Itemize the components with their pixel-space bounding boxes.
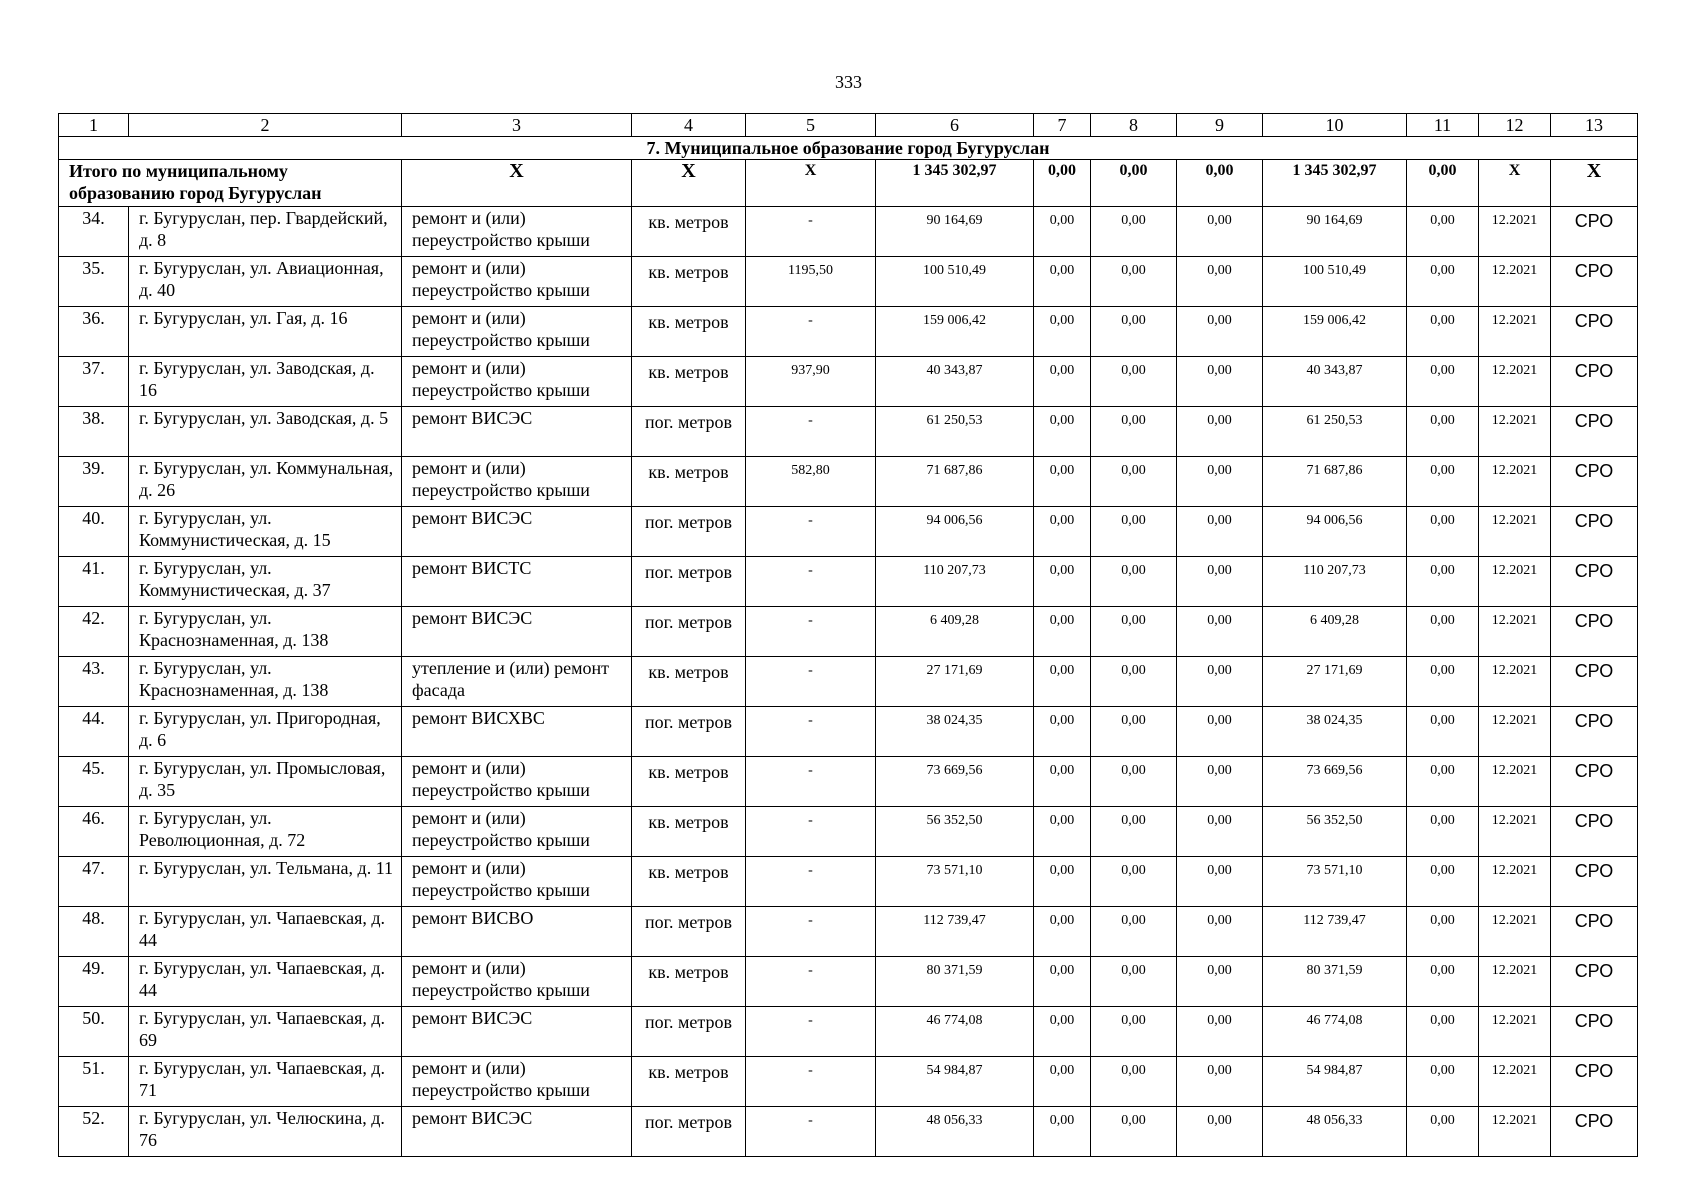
work-type-cell: ремонт ВИСТС xyxy=(402,557,632,607)
amount-cell: 0,00 xyxy=(1407,1107,1479,1157)
amount-cell: 0,00 xyxy=(1177,357,1263,407)
row-number: 42. xyxy=(59,607,129,657)
amount-cell: 0,00 xyxy=(1177,307,1263,357)
column-number: 9 xyxy=(1177,114,1263,137)
unit-cell: кв. метров xyxy=(632,807,746,857)
unit-cell: кв. метров xyxy=(632,957,746,1007)
quantity-cell: - xyxy=(746,507,876,557)
organization-cell: СРО xyxy=(1551,407,1638,457)
amount-cell: 0,00 xyxy=(1407,757,1479,807)
deadline-cell: 12.2021 xyxy=(1479,207,1551,257)
capital-repair-table xyxy=(58,113,1638,1157)
organization-cell: СРО xyxy=(1551,907,1638,957)
amount-cell: 0,00 xyxy=(1091,307,1177,357)
deadline-cell: 12.2021 xyxy=(1479,607,1551,657)
amount-cell: 94 006,56 xyxy=(1263,507,1407,557)
amount-cell: 0,00 xyxy=(1177,1007,1263,1057)
amount-cell: 0,00 xyxy=(1034,1007,1091,1057)
work-type-cell: ремонт и (или) переустройство крыши xyxy=(402,757,632,807)
total-cell: 0,00 xyxy=(1034,160,1091,207)
amount-cell: 0,00 xyxy=(1034,807,1091,857)
deadline-cell: 12.2021 xyxy=(1479,457,1551,507)
quantity-cell: - xyxy=(746,607,876,657)
address-cell: г. Бугуруслан, ул. Тельмана, д. 11 xyxy=(129,857,402,907)
address-cell: г. Бугуруслан, ул. Пригородная, д. 6 xyxy=(129,707,402,757)
work-type-cell: ремонт и (или) переустройство крыши xyxy=(402,957,632,1007)
table-row xyxy=(59,507,1638,557)
amount-cell: 0,00 xyxy=(1091,357,1177,407)
amount-cell: 0,00 xyxy=(1034,207,1091,257)
amount-cell: 0,00 xyxy=(1407,857,1479,907)
row-number: 39. xyxy=(59,457,129,507)
amount-cell: 38 024,35 xyxy=(1263,707,1407,757)
deadline-cell: 12.2021 xyxy=(1479,507,1551,557)
deadline-cell: 12.2021 xyxy=(1479,907,1551,957)
total-cell: 0,00 xyxy=(1091,160,1177,207)
row-number: 47. xyxy=(59,857,129,907)
amount-cell: 0,00 xyxy=(1407,657,1479,707)
table-row xyxy=(59,207,1638,257)
amount-cell: 0,00 xyxy=(1091,957,1177,1007)
deadline-cell: 12.2021 xyxy=(1479,1107,1551,1157)
amount-cell: 0,00 xyxy=(1091,607,1177,657)
quantity-cell: - xyxy=(746,857,876,907)
unit-cell: пог. метров xyxy=(632,607,746,657)
amount-cell: 159 006,42 xyxy=(1263,307,1407,357)
amount-cell: 0,00 xyxy=(1034,707,1091,757)
row-number: 43. xyxy=(59,657,129,707)
amount-cell: 0,00 xyxy=(1177,907,1263,957)
row-number: 41. xyxy=(59,557,129,607)
amount-cell: 0,00 xyxy=(1034,357,1091,407)
unit-cell: кв. метров xyxy=(632,207,746,257)
cost-cell: 61 250,53 xyxy=(876,407,1034,457)
work-type-cell: ремонт и (или) переустройство крыши xyxy=(402,457,632,507)
amount-cell: 0,00 xyxy=(1034,307,1091,357)
cost-cell: 6 409,28 xyxy=(876,607,1034,657)
amount-cell: 0,00 xyxy=(1177,507,1263,557)
column-number: 10 xyxy=(1263,114,1407,137)
row-number: 36. xyxy=(59,307,129,357)
column-number: 4 xyxy=(632,114,746,137)
amount-cell: 56 352,50 xyxy=(1263,807,1407,857)
total-cell: Х xyxy=(746,160,876,207)
amount-cell: 0,00 xyxy=(1091,1007,1177,1057)
amount-cell: 0,00 xyxy=(1091,857,1177,907)
column-number: 13 xyxy=(1551,114,1638,137)
total-cell: 1 345 302,97 xyxy=(1263,160,1407,207)
amount-cell: 0,00 xyxy=(1091,1057,1177,1107)
quantity-cell: - xyxy=(746,907,876,957)
column-number: 11 xyxy=(1407,114,1479,137)
table-row xyxy=(59,557,1638,607)
unit-cell: пог. метров xyxy=(632,907,746,957)
section-title: 7. Муниципальное образование город Бугуруслан xyxy=(59,137,1638,160)
work-type-cell: ремонт ВИСЭС xyxy=(402,507,632,557)
unit-cell: пог. метров xyxy=(632,407,746,457)
deadline-cell: 12.2021 xyxy=(1479,657,1551,707)
column-number: 1 xyxy=(59,114,129,137)
unit-cell: пог. метров xyxy=(632,1107,746,1157)
table-row xyxy=(59,657,1638,707)
row-number: 51. xyxy=(59,1057,129,1107)
total-cell: Х xyxy=(402,160,632,207)
work-type-cell: ремонт и (или) переустройство крыши xyxy=(402,357,632,407)
deadline-cell: 12.2021 xyxy=(1479,957,1551,1007)
total-cell: Х xyxy=(632,160,746,207)
amount-cell: 71 687,86 xyxy=(1263,457,1407,507)
address-cell: г. Бугуруслан, ул. Коммунистическая, д. 37 xyxy=(129,557,402,607)
row-number: 40. xyxy=(59,507,129,557)
address-cell: г. Бугуруслан, ул. Заводская, д. 16 xyxy=(129,357,402,407)
amount-cell: 0,00 xyxy=(1091,507,1177,557)
address-cell: г. Бугуруслан, ул. Авиационная, д. 40 xyxy=(129,257,402,307)
work-type-cell: ремонт ВИСЭС xyxy=(402,407,632,457)
amount-cell: 90 164,69 xyxy=(1263,207,1407,257)
amount-cell: 0,00 xyxy=(1091,257,1177,307)
amount-cell: 0,00 xyxy=(1407,1007,1479,1057)
table-row xyxy=(59,1057,1638,1107)
cost-cell: 38 024,35 xyxy=(876,707,1034,757)
cost-cell: 90 164,69 xyxy=(876,207,1034,257)
address-cell: г. Бугуруслан, пер. Гвардейский, д. 8 xyxy=(129,207,402,257)
total-cell: Х xyxy=(1479,160,1551,207)
amount-cell: 0,00 xyxy=(1177,207,1263,257)
amount-cell: 0,00 xyxy=(1407,507,1479,557)
deadline-cell: 12.2021 xyxy=(1479,257,1551,307)
amount-cell: 0,00 xyxy=(1091,207,1177,257)
amount-cell: 0,00 xyxy=(1177,257,1263,307)
column-number: 6 xyxy=(876,114,1034,137)
unit-cell: кв. метров xyxy=(632,257,746,307)
unit-cell: кв. метров xyxy=(632,657,746,707)
amount-cell: 0,00 xyxy=(1407,1057,1479,1107)
section-header-row xyxy=(59,137,1638,160)
address-cell: г. Бугуруслан, ул. Промысловая, д. 35 xyxy=(129,757,402,807)
quantity-cell: - xyxy=(746,757,876,807)
amount-cell: 0,00 xyxy=(1034,457,1091,507)
quantity-cell: - xyxy=(746,1007,876,1057)
cost-cell: 112 739,47 xyxy=(876,907,1034,957)
total-row xyxy=(59,160,1638,207)
organization-cell: СРО xyxy=(1551,557,1638,607)
amount-cell: 0,00 xyxy=(1177,957,1263,1007)
amount-cell: 0,00 xyxy=(1407,207,1479,257)
amount-cell: 61 250,53 xyxy=(1263,407,1407,457)
work-type-cell: ремонт ВИСВО xyxy=(402,907,632,957)
table-row xyxy=(59,807,1638,857)
work-type-cell: ремонт ВИСЭС xyxy=(402,1007,632,1057)
organization-cell: СРО xyxy=(1551,957,1638,1007)
amount-cell: 27 171,69 xyxy=(1263,657,1407,707)
work-type-cell: ремонт ВИСХВС xyxy=(402,707,632,757)
address-cell: г. Бугуруслан, ул. Чапаевская, д. 69 xyxy=(129,1007,402,1057)
cost-cell: 48 056,33 xyxy=(876,1107,1034,1157)
amount-cell: 0,00 xyxy=(1407,557,1479,607)
organization-cell: СРО xyxy=(1551,457,1638,507)
quantity-cell: - xyxy=(746,307,876,357)
unit-cell: пог. метров xyxy=(632,507,746,557)
amount-cell: 0,00 xyxy=(1177,1057,1263,1107)
unit-cell: пог. метров xyxy=(632,557,746,607)
amount-cell: 46 774,08 xyxy=(1263,1007,1407,1057)
cost-cell: 54 984,87 xyxy=(876,1057,1034,1107)
amount-cell: 0,00 xyxy=(1177,657,1263,707)
amount-cell: 100 510,49 xyxy=(1263,257,1407,307)
amount-cell: 0,00 xyxy=(1091,557,1177,607)
quantity-cell: - xyxy=(746,1057,876,1107)
amount-cell: 80 371,59 xyxy=(1263,957,1407,1007)
total-cell: 0,00 xyxy=(1407,160,1479,207)
quantity-cell: 582,80 xyxy=(746,457,876,507)
deadline-cell: 12.2021 xyxy=(1479,307,1551,357)
deadline-cell: 12.2021 xyxy=(1479,807,1551,857)
deadline-cell: 12.2021 xyxy=(1479,1057,1551,1107)
cost-cell: 110 207,73 xyxy=(876,557,1034,607)
unit-cell: кв. метров xyxy=(632,307,746,357)
table-row xyxy=(59,1007,1638,1057)
amount-cell: 0,00 xyxy=(1407,407,1479,457)
quantity-cell: - xyxy=(746,807,876,857)
amount-cell: 0,00 xyxy=(1034,557,1091,607)
cost-cell: 73 571,10 xyxy=(876,857,1034,907)
amount-cell: 0,00 xyxy=(1034,507,1091,557)
page-number: 333 xyxy=(835,72,862,92)
amount-cell: 0,00 xyxy=(1177,757,1263,807)
total-label: Итого по муниципальному образованию город Бугуруслан xyxy=(59,160,402,207)
organization-cell: СРО xyxy=(1551,1007,1638,1057)
organization-cell: СРО xyxy=(1551,607,1638,657)
amount-cell: 0,00 xyxy=(1034,657,1091,707)
row-number: 34. xyxy=(59,207,129,257)
table-row xyxy=(59,857,1638,907)
deadline-cell: 12.2021 xyxy=(1479,707,1551,757)
unit-cell: кв. метров xyxy=(632,757,746,807)
unit-cell: пог. метров xyxy=(632,707,746,757)
organization-cell: СРО xyxy=(1551,207,1638,257)
amount-cell: 0,00 xyxy=(1091,457,1177,507)
amount-cell: 0,00 xyxy=(1407,707,1479,757)
column-number: 3 xyxy=(402,114,632,137)
work-type-cell: ремонт и (или) переустройство крыши xyxy=(402,1057,632,1107)
work-type-cell: ремонт и (или) переустройство крыши xyxy=(402,807,632,857)
amount-cell: 0,00 xyxy=(1407,457,1479,507)
amount-cell: 110 207,73 xyxy=(1263,557,1407,607)
amount-cell: 0,00 xyxy=(1034,257,1091,307)
amount-cell: 0,00 xyxy=(1177,457,1263,507)
address-cell: г. Бугуруслан, ул. Краснознаменная, д. 138 xyxy=(129,607,402,657)
work-type-cell: ремонт ВИСЭС xyxy=(402,1107,632,1157)
table-row xyxy=(59,707,1638,757)
row-number: 52. xyxy=(59,1107,129,1157)
amount-cell: 0,00 xyxy=(1177,857,1263,907)
row-number: 49. xyxy=(59,957,129,1007)
quantity-cell: - xyxy=(746,407,876,457)
address-cell: г. Бугуруслан, ул. Революционная, д. 72 xyxy=(129,807,402,857)
row-number: 45. xyxy=(59,757,129,807)
amount-cell: 40 343,87 xyxy=(1263,357,1407,407)
amount-cell: 0,00 xyxy=(1177,807,1263,857)
work-type-cell: ремонт и (или) переустройство крыши xyxy=(402,207,632,257)
column-number: 2 xyxy=(129,114,402,137)
address-cell: г. Бугуруслан, ул. Заводская, д. 5 xyxy=(129,407,402,457)
amount-cell: 0,00 xyxy=(1034,957,1091,1007)
quantity-cell: - xyxy=(746,207,876,257)
quantity-cell: 937,90 xyxy=(746,357,876,407)
amount-cell: 48 056,33 xyxy=(1263,1107,1407,1157)
work-type-cell: ремонт и (или) переустройство крыши xyxy=(402,857,632,907)
amount-cell: 0,00 xyxy=(1034,857,1091,907)
amount-cell: 0,00 xyxy=(1177,707,1263,757)
cost-cell: 56 352,50 xyxy=(876,807,1034,857)
amount-cell: 0,00 xyxy=(1177,407,1263,457)
table-row xyxy=(59,357,1638,407)
organization-cell: СРО xyxy=(1551,1057,1638,1107)
amount-cell: 0,00 xyxy=(1407,907,1479,957)
amount-cell: 0,00 xyxy=(1407,307,1479,357)
amount-cell: 0,00 xyxy=(1407,357,1479,407)
organization-cell: СРО xyxy=(1551,857,1638,907)
amount-cell: 0,00 xyxy=(1177,1107,1263,1157)
organization-cell: СРО xyxy=(1551,707,1638,757)
address-cell: г. Бугуруслан, ул. Коммунальная, д. 26 xyxy=(129,457,402,507)
amount-cell: 6 409,28 xyxy=(1263,607,1407,657)
address-cell: г. Бугуруслан, ул. Челюскина, д. 76 xyxy=(129,1107,402,1157)
table-row xyxy=(59,957,1638,1007)
deadline-cell: 12.2021 xyxy=(1479,857,1551,907)
quantity-cell: 1195,50 xyxy=(746,257,876,307)
table-row xyxy=(59,1107,1638,1157)
unit-cell: пог. метров xyxy=(632,1007,746,1057)
amount-cell: 0,00 xyxy=(1034,407,1091,457)
address-cell: г. Бугуруслан, ул. Коммунистическая, д. 15 xyxy=(129,507,402,557)
amount-cell: 0,00 xyxy=(1034,1107,1091,1157)
address-cell: г. Бугуруслан, ул. Краснознаменная, д. 138 xyxy=(129,657,402,707)
deadline-cell: 12.2021 xyxy=(1479,557,1551,607)
organization-cell: СРО xyxy=(1551,1107,1638,1157)
amount-cell: 112 739,47 xyxy=(1263,907,1407,957)
amount-cell: 0,00 xyxy=(1407,257,1479,307)
amount-cell: 0,00 xyxy=(1091,707,1177,757)
row-number: 50. xyxy=(59,1007,129,1057)
table-row xyxy=(59,457,1638,507)
table-row xyxy=(59,907,1638,957)
amount-cell: 0,00 xyxy=(1034,907,1091,957)
amount-cell: 0,00 xyxy=(1407,807,1479,857)
address-cell: г. Бугуруслан, ул. Чапаевская, д. 44 xyxy=(129,907,402,957)
quantity-cell: - xyxy=(746,557,876,607)
quantity-cell: - xyxy=(746,1107,876,1157)
total-cell: 0,00 xyxy=(1177,160,1263,207)
row-number: 44. xyxy=(59,707,129,757)
work-type-cell: утепление и (или) ремонт фасада xyxy=(402,657,632,707)
organization-cell: СРО xyxy=(1551,357,1638,407)
column-number-row xyxy=(59,114,1638,137)
amount-cell: 73 669,56 xyxy=(1263,757,1407,807)
table-row xyxy=(59,307,1638,357)
organization-cell: СРО xyxy=(1551,757,1638,807)
quantity-cell: - xyxy=(746,957,876,1007)
column-number: 7 xyxy=(1034,114,1091,137)
address-cell: г. Бугуруслан, ул. Гая, д. 16 xyxy=(129,307,402,357)
total-cost: 1 345 302,97 xyxy=(876,160,1034,207)
amount-cell: 54 984,87 xyxy=(1263,1057,1407,1107)
unit-cell: кв. метров xyxy=(632,1057,746,1107)
work-type-cell: ремонт и (или) переустройство крыши xyxy=(402,307,632,357)
unit-cell: кв. метров xyxy=(632,357,746,407)
cost-cell: 46 774,08 xyxy=(876,1007,1034,1057)
row-number: 37. xyxy=(59,357,129,407)
cost-cell: 27 171,69 xyxy=(876,657,1034,707)
organization-cell: СРО xyxy=(1551,257,1638,307)
amount-cell: 0,00 xyxy=(1034,1057,1091,1107)
cost-cell: 159 006,42 xyxy=(876,307,1034,357)
table-row xyxy=(59,607,1638,657)
cost-cell: 73 669,56 xyxy=(876,757,1034,807)
amount-cell: 0,00 xyxy=(1091,657,1177,707)
column-number: 8 xyxy=(1091,114,1177,137)
column-number: 12 xyxy=(1479,114,1551,137)
work-type-cell: ремонт и (или) переустройство крыши xyxy=(402,257,632,307)
amount-cell: 0,00 xyxy=(1034,607,1091,657)
organization-cell: СРО xyxy=(1551,807,1638,857)
amount-cell: 0,00 xyxy=(1091,1107,1177,1157)
organization-cell: СРО xyxy=(1551,507,1638,557)
deadline-cell: 12.2021 xyxy=(1479,357,1551,407)
cost-cell: 100 510,49 xyxy=(876,257,1034,307)
amount-cell: 0,00 xyxy=(1407,607,1479,657)
unit-cell: кв. метров xyxy=(632,457,746,507)
cost-cell: 71 687,86 xyxy=(876,457,1034,507)
amount-cell: 0,00 xyxy=(1091,757,1177,807)
unit-cell: кв. метров xyxy=(632,857,746,907)
row-number: 35. xyxy=(59,257,129,307)
amount-cell: 0,00 xyxy=(1091,907,1177,957)
organization-cell: СРО xyxy=(1551,657,1638,707)
table-row xyxy=(59,757,1638,807)
deadline-cell: 12.2021 xyxy=(1479,407,1551,457)
organization-cell: СРО xyxy=(1551,307,1638,357)
row-number: 46. xyxy=(59,807,129,857)
amount-cell: 0,00 xyxy=(1407,957,1479,1007)
deadline-cell: 12.2021 xyxy=(1479,1007,1551,1057)
quantity-cell: - xyxy=(746,707,876,757)
work-type-cell: ремонт ВИСЭС xyxy=(402,607,632,657)
total-cell: Х xyxy=(1551,160,1638,207)
amount-cell: 0,00 xyxy=(1177,607,1263,657)
table-row xyxy=(59,257,1638,307)
row-number: 48. xyxy=(59,907,129,957)
amount-cell: 0,00 xyxy=(1091,407,1177,457)
amount-cell: 0,00 xyxy=(1091,807,1177,857)
cost-cell: 80 371,59 xyxy=(876,957,1034,1007)
deadline-cell: 12.2021 xyxy=(1479,757,1551,807)
address-cell: г. Бугуруслан, ул. Чапаевская, д. 44 xyxy=(129,957,402,1007)
column-number: 5 xyxy=(746,114,876,137)
table-row xyxy=(59,407,1638,457)
address-cell: г. Бугуруслан, ул. Чапаевская, д. 71 xyxy=(129,1057,402,1107)
amount-cell: 0,00 xyxy=(1034,757,1091,807)
amount-cell: 0,00 xyxy=(1177,557,1263,607)
quantity-cell: - xyxy=(746,657,876,707)
amount-cell: 73 571,10 xyxy=(1263,857,1407,907)
row-number: 38. xyxy=(59,407,129,457)
cost-cell: 40 343,87 xyxy=(876,357,1034,407)
cost-cell: 94 006,56 xyxy=(876,507,1034,557)
